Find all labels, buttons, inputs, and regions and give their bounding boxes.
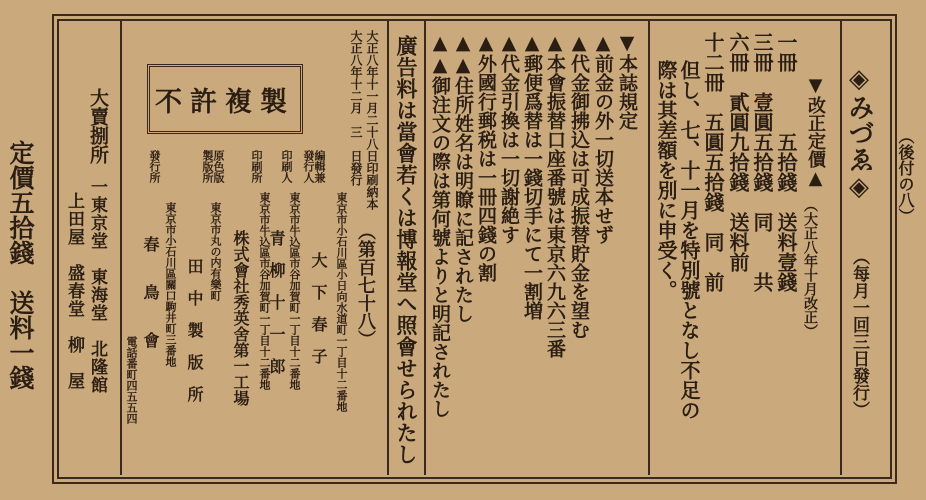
rule-item: ▲外國行郵税は一冊四錢の割	[475, 32, 497, 282]
copyright-stamp-text: 不許複製	[155, 86, 295, 118]
publisher-address: 東京市小石川區關口駒井町三番地	[164, 202, 177, 367]
sellers-column-2: 上田屋 盛春堂 柳 屋	[64, 192, 84, 390]
editor-label: 編輯兼發行人	[302, 150, 326, 183]
divider-rules	[648, 21, 650, 475]
price-row: 一冊 五拾錢 送料壹錢	[774, 32, 798, 292]
issue-number: （第百七十八）	[355, 222, 376, 348]
price-notice: 定價五拾錢 送料一錢	[6, 140, 35, 390]
plate-maker-name: 田 中 製 版 所	[185, 258, 204, 402]
price-row: 十二冊 五圓五拾錢 同 前	[701, 32, 725, 292]
editor-address: 東京市小石川區小日向水道町一丁目十二番地	[335, 192, 348, 412]
copyright-stamp	[147, 64, 303, 134]
publisher-label: 發行所	[148, 150, 161, 183]
printer-name: 青 柳 十 一 郎	[267, 230, 286, 374]
sellers-column-1: 一東京堂 東海堂 北隆館	[87, 178, 107, 394]
publisher-phone: 電話番町四五五四	[125, 336, 138, 424]
issue-date: 大正八年十二月 三 日發行	[349, 30, 363, 186]
revised-prices-heading: ▼改正定價▲	[805, 75, 826, 189]
divider-prices	[840, 21, 842, 475]
plate-maker-label: 原色版製版所	[201, 150, 225, 183]
printshop-label: 印刷所	[250, 150, 263, 183]
page-label: （後付の八）	[896, 128, 915, 224]
divider-sellers	[120, 21, 122, 475]
price-row: 六冊 貳圓九拾錢 送料前	[726, 32, 750, 272]
rules-list	[430, 32, 642, 462]
price-note-1: 但し、七、十一月を特別號となし不足の	[677, 60, 701, 420]
publication-frequency: （每月一回三日發行）	[849, 248, 869, 418]
rule-item: ▲本會振替口座番號は東京六九六三番	[544, 32, 566, 358]
printshop-name: 株式會社秀英舍第一工場	[231, 230, 250, 406]
divider-ad	[424, 21, 426, 475]
rule-item: ▲前金の外一切送本せず	[592, 32, 614, 244]
rules-heading: ▼本誌規定	[616, 32, 638, 130]
plate-maker-address: 東京市丸の内有樂町	[209, 202, 222, 301]
rule-item: ▲代金御拂込は可成振替貯金を望む	[568, 32, 590, 339]
sellers-heading: 大賣捌所	[87, 88, 109, 164]
price-row: 三冊 壹圓五拾錢 同 共	[750, 32, 774, 292]
printer-label: 印刷人	[280, 150, 293, 183]
revision-date: （大正八年十月改正）	[802, 198, 818, 338]
publisher-name: 春 鳥 會	[141, 236, 160, 348]
divider-colophon	[387, 21, 389, 475]
rule-item: ▲郵便爲替は一錢切手にて一割増	[521, 32, 543, 320]
rule-item: ▲▲御注文の際は第何號よりと明記されたし	[429, 32, 451, 418]
rule-item: ▲代金引換は一切謝絶す	[498, 32, 520, 244]
magazine-title: ◈みづゑ◈	[844, 64, 874, 202]
ad-notice: 廣告料は當會若くは博報堂へ照會せられたし	[394, 35, 419, 465]
price-note-2: 際は其差額を別に申受く。	[654, 60, 678, 300]
printshop-address: 東京市牛込區市谷加賀町一丁目十二番地	[258, 192, 271, 390]
print-date: 大正八年十一月二十八日印刷納本	[365, 30, 379, 210]
editor-name: 大 下 春 子	[309, 252, 328, 364]
rule-item: ▲▲住所姓名は明瞭に記されたし	[452, 32, 474, 323]
printer-address: 東京市牛込區市谷加賀町一丁目十二番地	[288, 192, 301, 390]
